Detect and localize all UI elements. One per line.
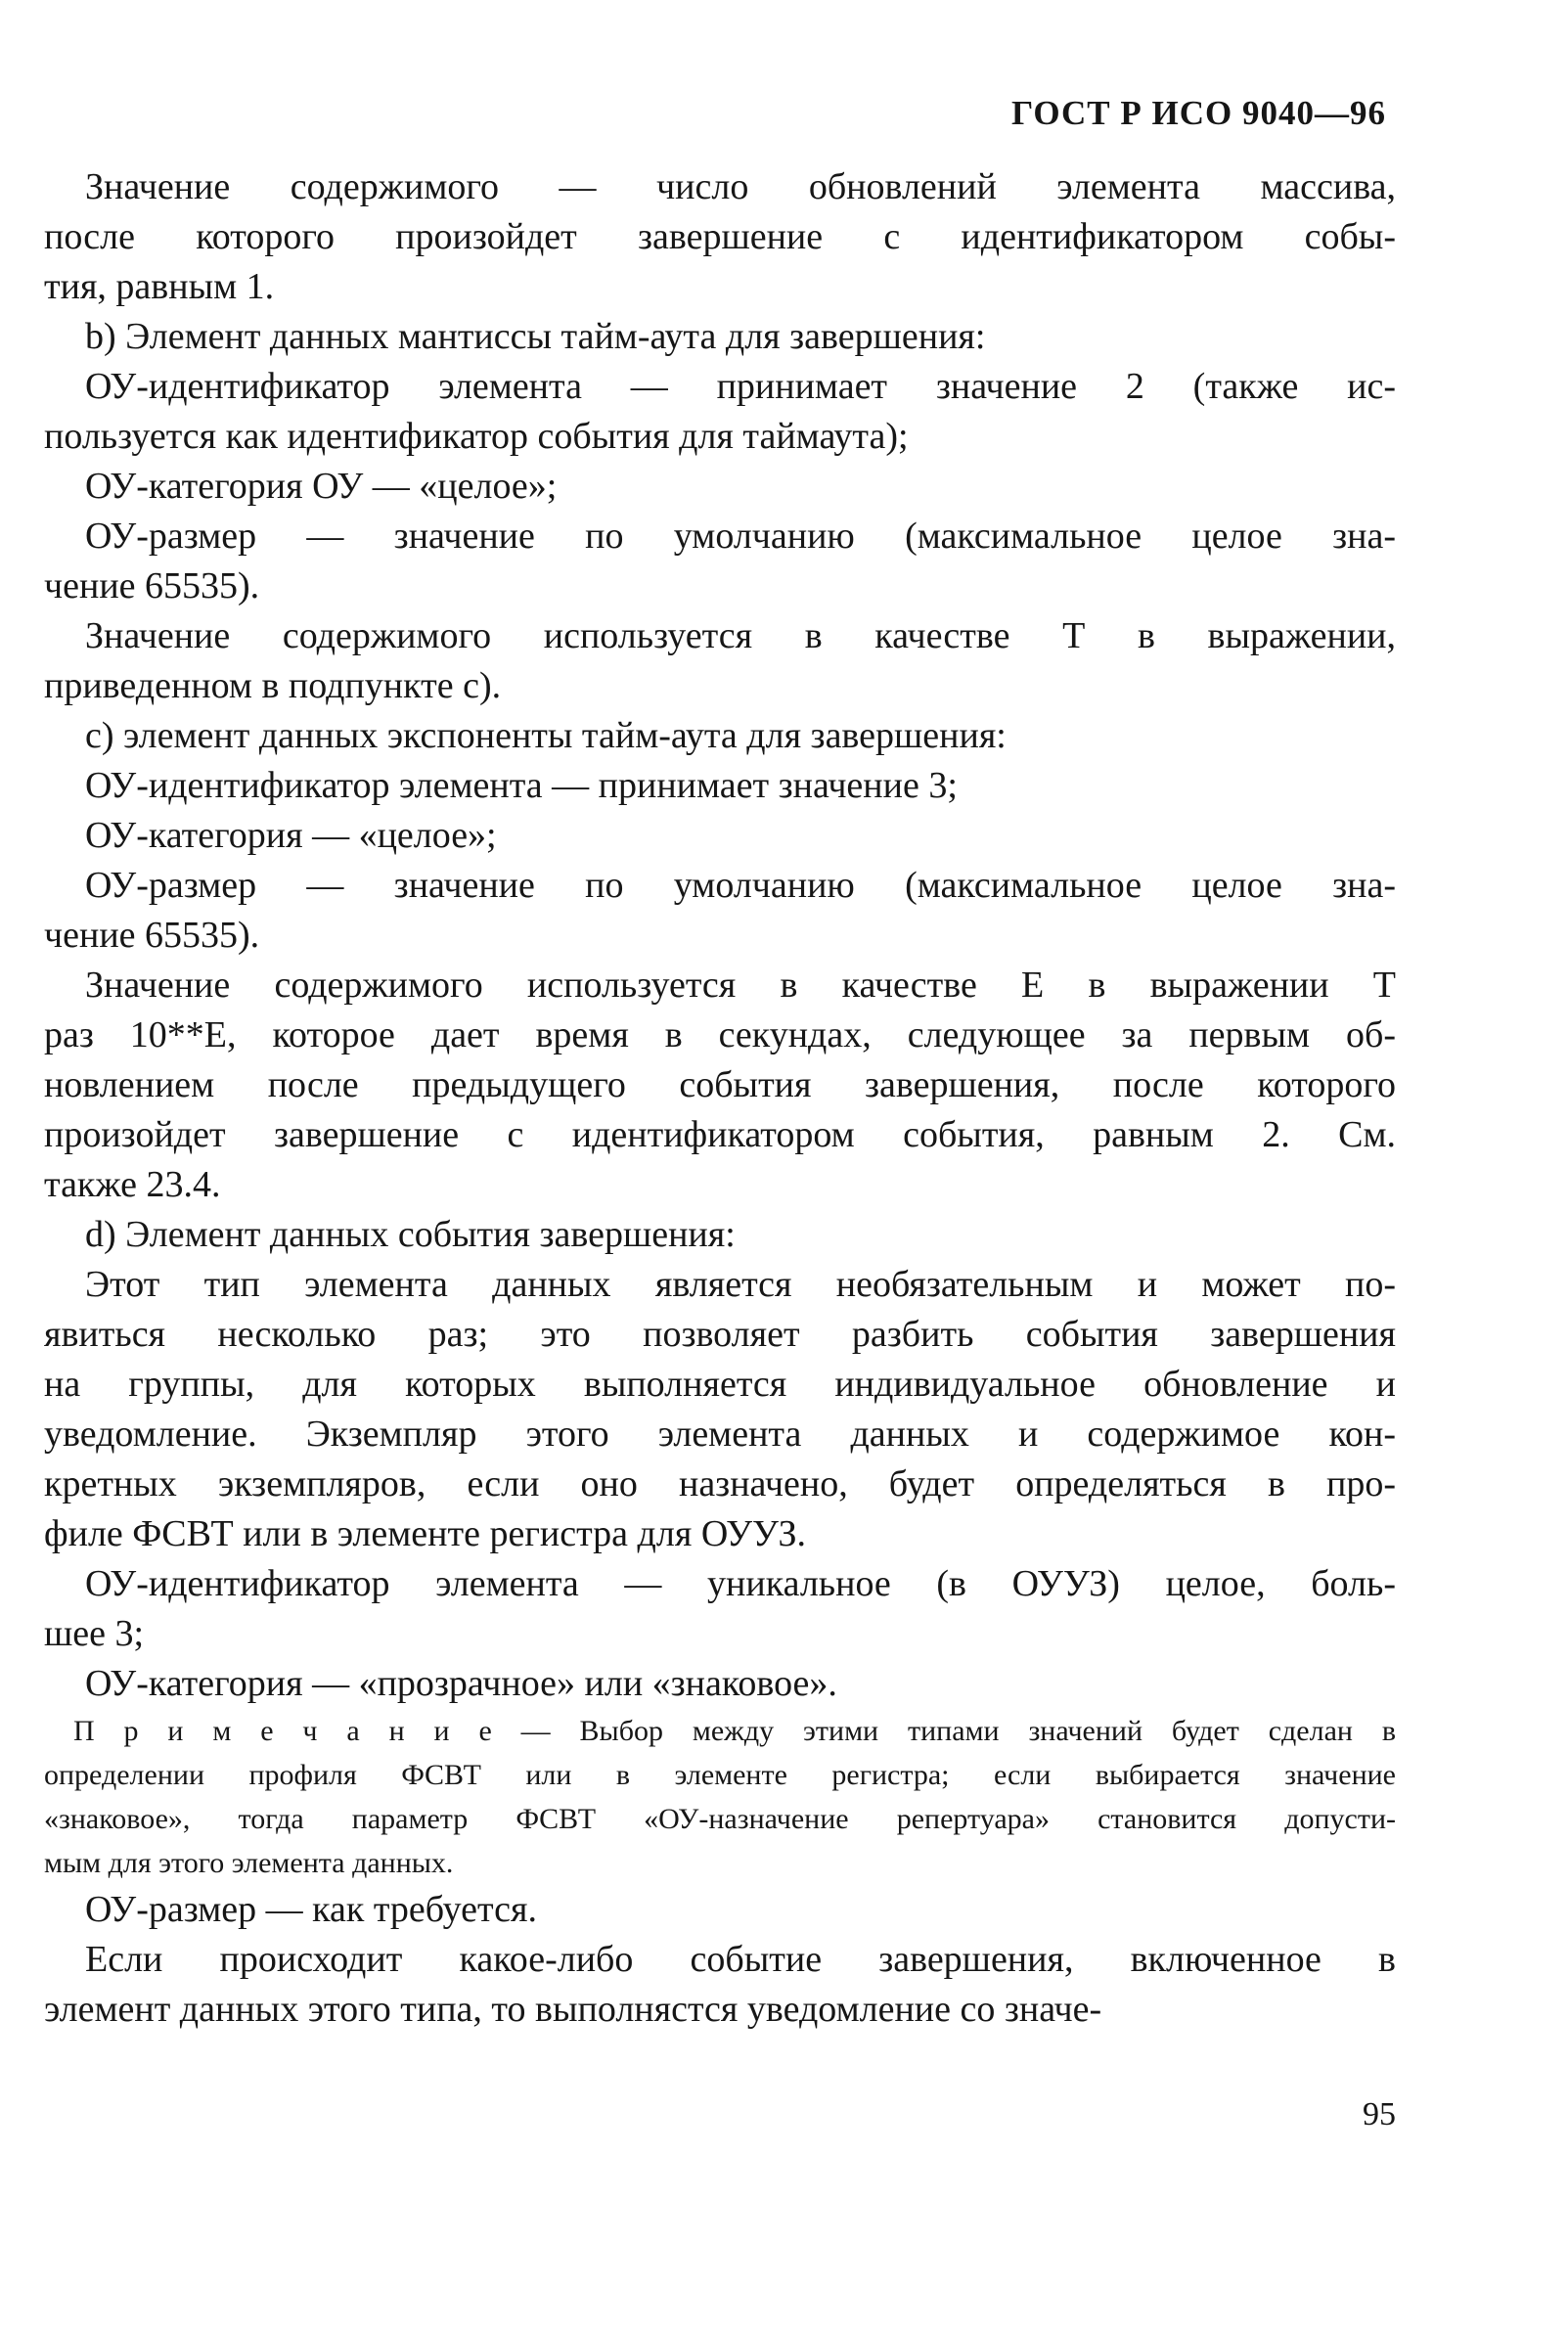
body-paragraph bbox=[44, 312, 1396, 362]
text-line: Значение содержимого используется в качестве Е в выражении Т bbox=[85, 965, 1396, 1006]
body-paragraph bbox=[44, 462, 1396, 512]
body-paragraph bbox=[44, 1659, 1396, 1709]
text-line: явиться несколько раз; это позволяет разбить события завершения bbox=[44, 1314, 1396, 1355]
text-line: ОУ-идентификатор элемента — уникальное (в ОУУЗ) целое, боль- bbox=[85, 1563, 1396, 1604]
body-paragraph bbox=[44, 961, 1396, 1210]
text-line: приведенном в подпункте c). bbox=[44, 665, 502, 706]
text-line: ОУ-идентификатор элемента — принимает значение 3; bbox=[85, 765, 958, 806]
page-number: 95 bbox=[1363, 2096, 1396, 2132]
text-line: произойдет завершение с идентификатором события, равным 2. См. bbox=[44, 1114, 1396, 1155]
body-paragraph bbox=[44, 611, 1396, 711]
body-paragraph bbox=[44, 711, 1396, 761]
text-line: после которого произойдет завершение с идентификатором собы- bbox=[44, 216, 1396, 257]
text-line: d) Элемент данных события завершения: bbox=[85, 1214, 736, 1255]
text-line: c) элемент данных экспоненты тайм-аута для завершения: bbox=[85, 715, 1007, 756]
text-line: чение 65535). bbox=[44, 915, 260, 956]
text-line: Значение содержимого — число обновлений элемента массива, bbox=[85, 166, 1396, 207]
text-line: шее 3; bbox=[44, 1613, 145, 1654]
body-paragraph bbox=[44, 162, 1396, 312]
text-line: также 23.4. bbox=[44, 1164, 221, 1205]
text-line: Если происходит какое-либо событие завершения, включенное в bbox=[85, 1939, 1396, 1980]
text-line: элемент данных этого типа, то выполнястся уведомление со значе- bbox=[44, 1989, 1102, 2030]
standard-number-header: ГОСТ Р ИСО 9040—96 bbox=[1010, 94, 1386, 132]
body-paragraph bbox=[44, 1260, 1396, 1559]
text-line: раз 10**Е, которое дает время в секундах, следующее за первым об- bbox=[44, 1014, 1396, 1055]
body-paragraph bbox=[44, 362, 1396, 462]
body-paragraph bbox=[44, 1935, 1396, 2035]
body-paragraph bbox=[44, 1559, 1396, 1659]
text-line: на группы, для которых выполняется индивидуальное обновление и bbox=[44, 1364, 1396, 1405]
text-line: ОУ-размер — как требуется. bbox=[85, 1889, 537, 1930]
text-line: b) Элемент данных мантиссы тайм-аута для завершения: bbox=[85, 316, 986, 357]
body-paragraph bbox=[44, 861, 1396, 961]
text-line: чение 65535). bbox=[44, 565, 260, 606]
note-paragraph bbox=[44, 1709, 1396, 1885]
text-line: ОУ-размер — значение по умолчанию (максимальное целое зна- bbox=[85, 516, 1396, 557]
body-paragraph bbox=[44, 512, 1396, 611]
body-paragraph bbox=[44, 1210, 1396, 1260]
text-line: пользуется как идентификатор события для таймаута); bbox=[44, 416, 909, 457]
text-line: ОУ-категория — «целое»; bbox=[85, 815, 497, 856]
body-paragraph bbox=[44, 811, 1396, 861]
text-line: ОУ-категория — «прозрачное» или «знаковое». bbox=[85, 1663, 837, 1704]
text-line: мым для этого элемента данных. bbox=[44, 1847, 454, 1879]
text-line: новлением после предыдущего события завершения, после которого bbox=[44, 1064, 1396, 1105]
text-line: ОУ-размер — значение по умолчанию (максимальное целое зна- bbox=[85, 865, 1396, 906]
text-line: ОУ-идентификатор элемента — принимает значение 2 (также ис- bbox=[85, 366, 1396, 407]
document-body-text bbox=[44, 162, 1396, 2035]
text-line: кретных экземпляров, если оно назначено, будет определяться в про- bbox=[44, 1463, 1396, 1504]
body-paragraph bbox=[44, 761, 1396, 811]
text-line: Значение содержимого используется в качестве Т в выражении, bbox=[85, 615, 1396, 656]
text-line: определении профиля ФСВТ или в элементе регистра; если выбирается значение bbox=[44, 1759, 1396, 1791]
text-line: ОУ-категория ОУ — «целое»; bbox=[85, 466, 558, 507]
text-line: П р и м е ч а н и е — Выбор между этими типами значений будет сделан в bbox=[73, 1715, 1396, 1747]
text-line: филе ФСВТ или в элементе регистра для ОУУЗ. bbox=[44, 1513, 806, 1554]
body-paragraph bbox=[44, 1885, 1396, 1935]
text-line: «знаковое», тогда параметр ФСВТ «ОУ-назначение репертуара» становится допусти- bbox=[44, 1803, 1396, 1835]
text-line: тия, равным 1. bbox=[44, 266, 275, 307]
text-line: Этот тип элемента данных является необязательным и может по- bbox=[85, 1264, 1396, 1305]
text-line: уведомление. Экземпляр этого элемента данных и содержимое кон- bbox=[44, 1414, 1396, 1455]
